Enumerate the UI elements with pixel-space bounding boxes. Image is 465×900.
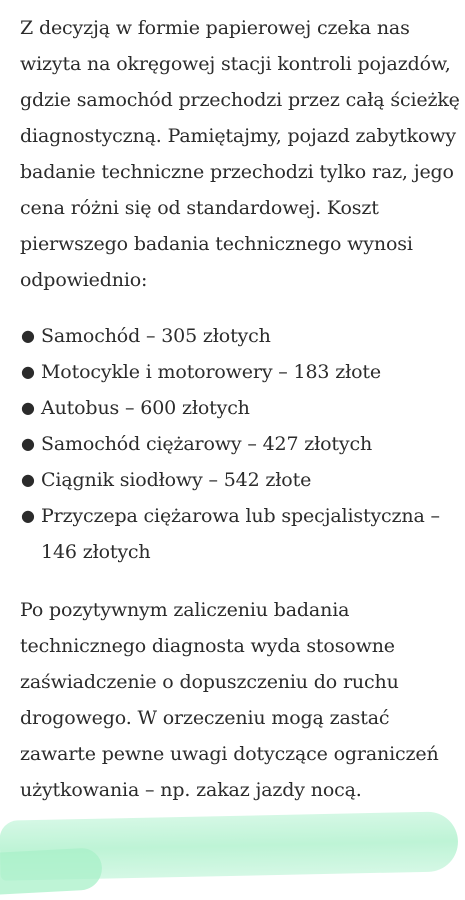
bullet-icon: ● <box>21 362 35 381</box>
list-item-text: Samochód ciężarowy – 427 złotych <box>41 433 373 455</box>
bullet-icon: ● <box>21 434 35 453</box>
list-item-text: Ciągnik siodłowy – 542 złote <box>41 469 312 491</box>
list-item-text: Motocykle i motorowery – 183 złote <box>41 361 381 383</box>
list-item <box>20 462 460 498</box>
price-list <box>20 318 460 570</box>
bullet-icon: ● <box>21 506 35 525</box>
list-item <box>20 354 460 390</box>
list-item <box>20 390 460 426</box>
intro-paragraph: Z decyzją w formie papierowej czeka nas wizyta na okręgowej stacji kontroli pojazdów, gdzie samochód przechodzi przez całą ścieżkę diagnostyczną. Pamiętajmy, pojazd zabytkowy badanie techniczne przechodzi tylko raz, jego cena różni się od standardowej. Koszt pierwszego badania technicznego wynosi odpowiednio: <box>20 17 460 291</box>
article-body <box>20 10 460 808</box>
text-highlight-marker-tail <box>0 847 103 895</box>
bullet-icon: ● <box>21 470 35 489</box>
list-item-text: Samochód – 305 złotych <box>41 325 271 347</box>
list-item-text: Przyczepa ciężarowa lub specjalistyczna – 146 złotych <box>41 505 440 563</box>
list-item <box>20 498 460 570</box>
bullet-icon: ● <box>21 398 35 417</box>
outro-paragraph: Po pozytywnym zaliczeniu badania technicznego diagnosta wyda stosowne zaświadczenie o dopuszczeniu do ruchu drogowego. W orzeczeniu mogą zastać zawarte pewne uwagi dotyczące ograniczeń użytkowania – np. zakaz jazdy nocą. <box>20 599 439 801</box>
list-item <box>20 318 460 354</box>
bullet-icon: ● <box>21 326 35 345</box>
list-item <box>20 426 460 462</box>
list-item-text: Autobus – 600 złotych <box>41 397 250 419</box>
